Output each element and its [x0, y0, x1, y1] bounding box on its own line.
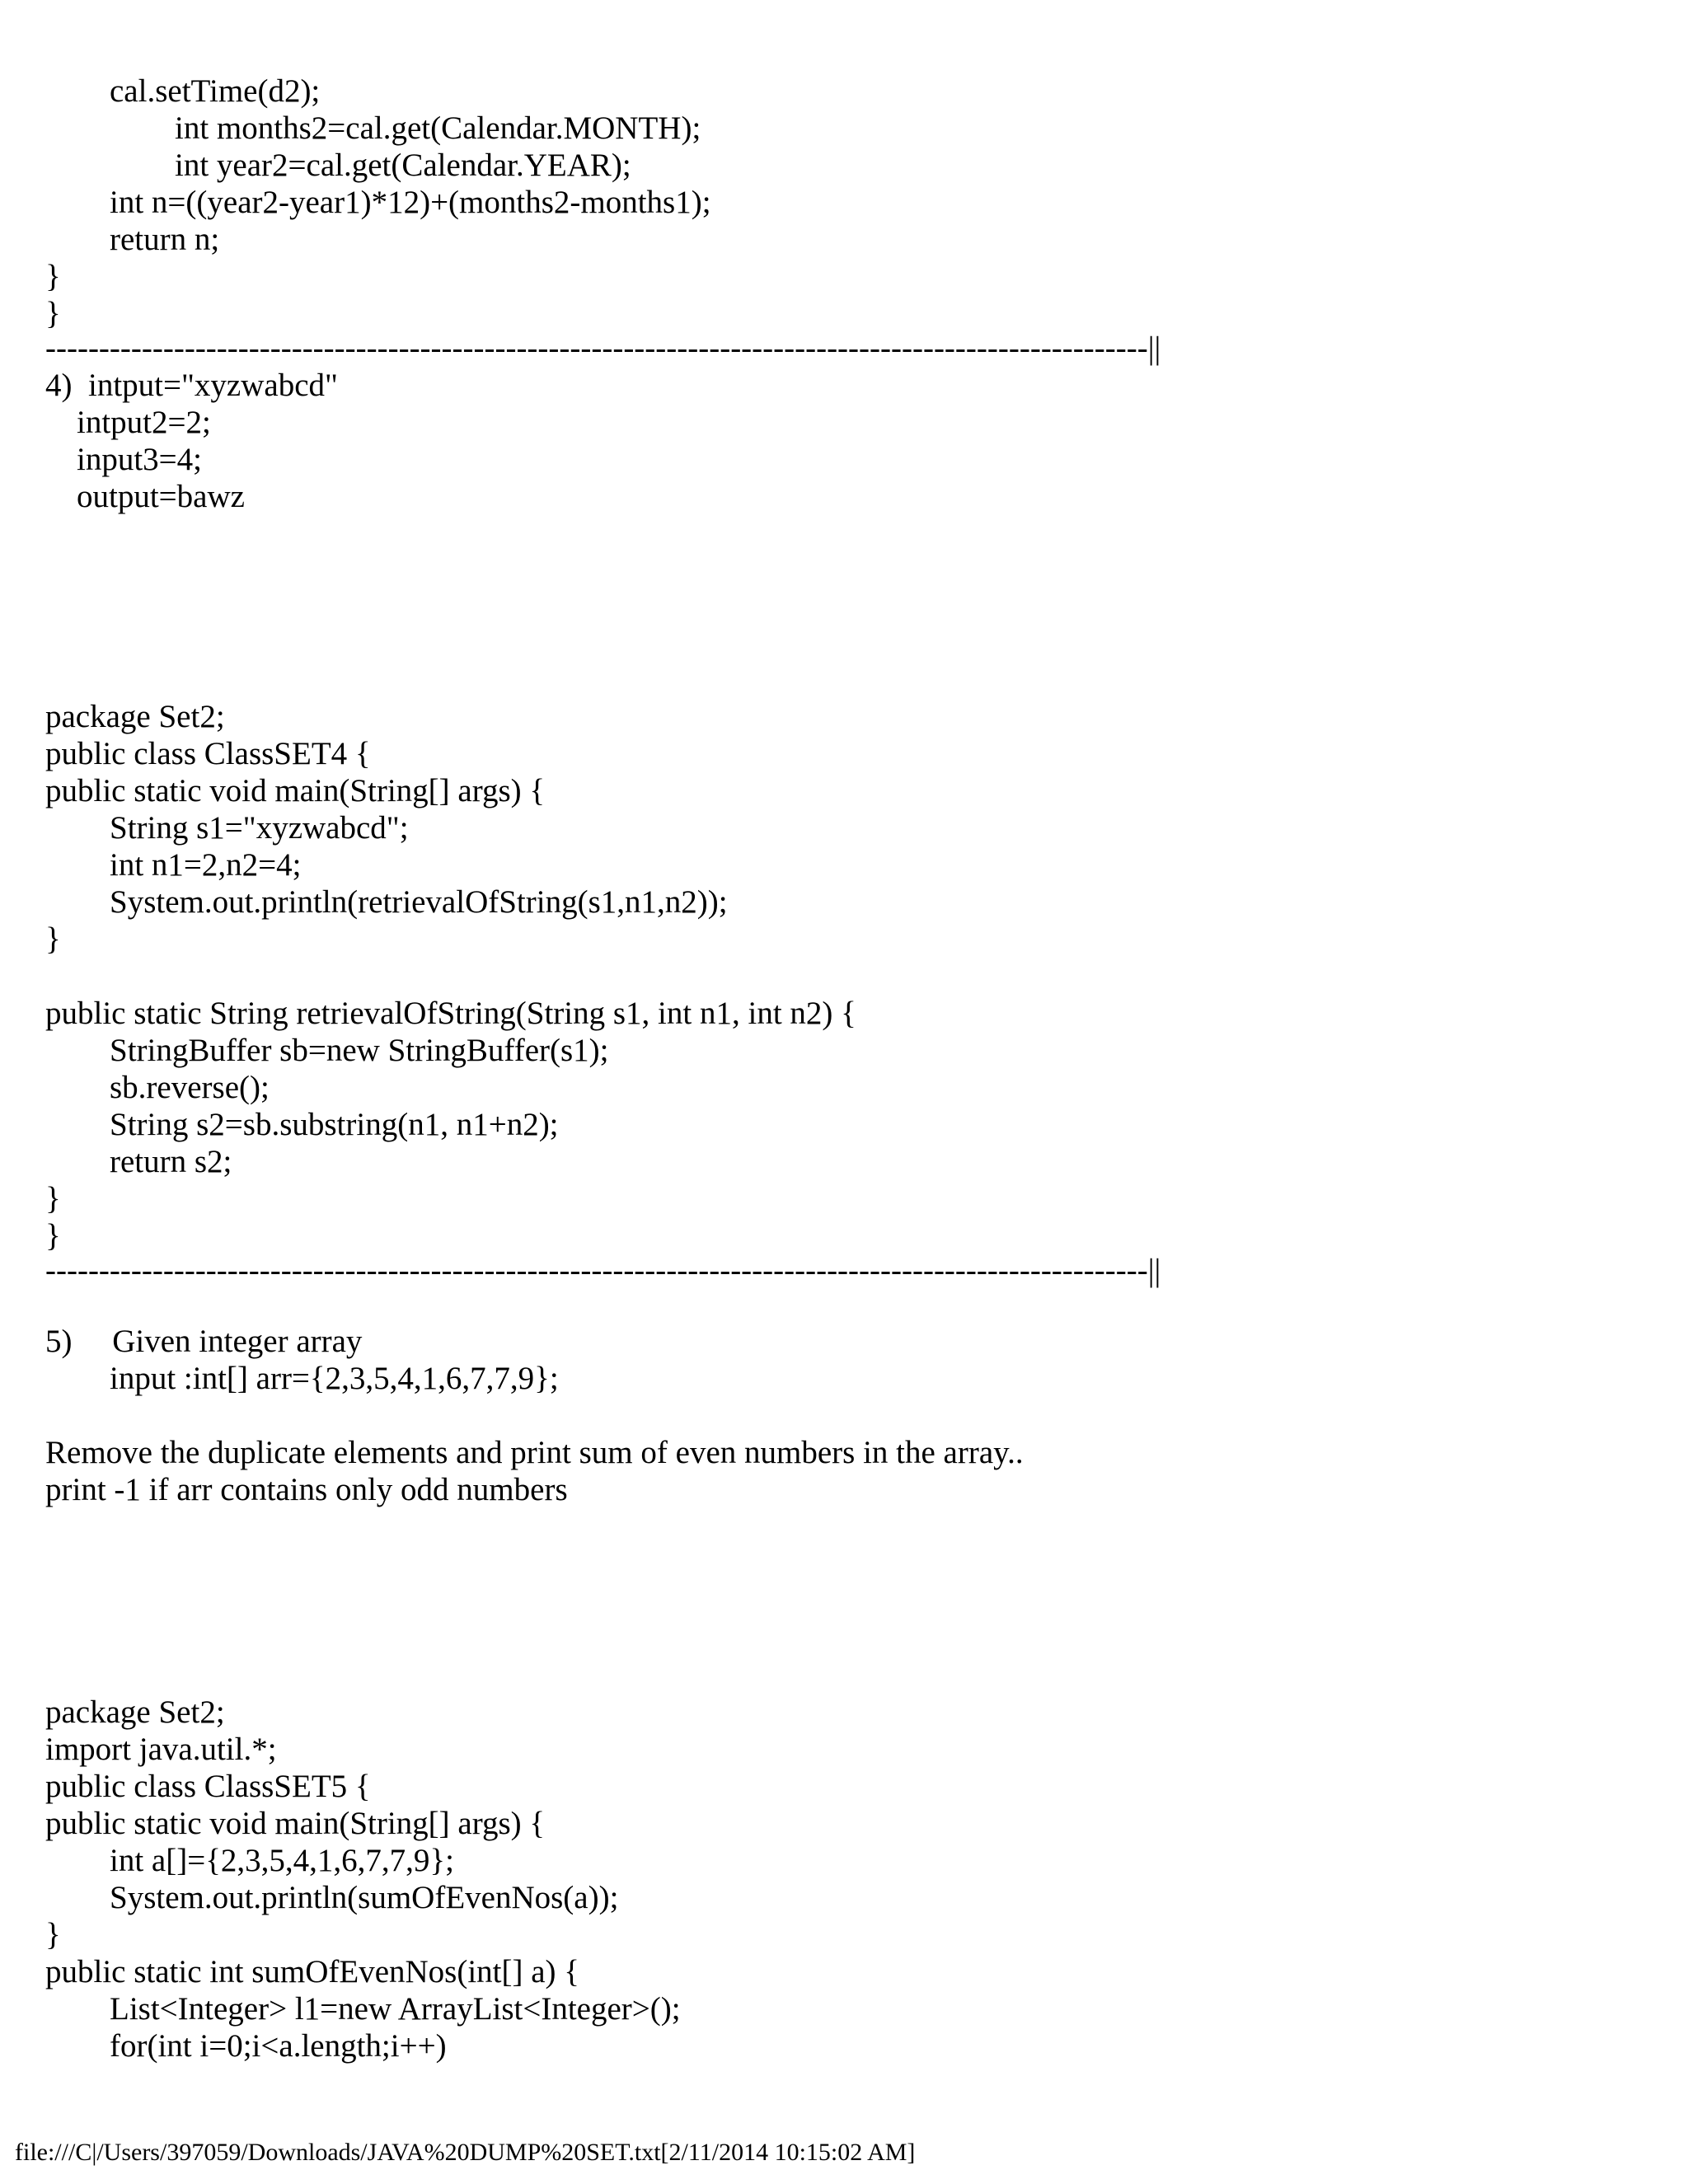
code-line: List<Integer> l1=new ArrayList<Integer>(); — [110, 1991, 681, 2027]
problem-line: input3=4; — [77, 442, 203, 477]
code-line: public static void main(String[] args) { — [45, 1806, 546, 1841]
code-line: cal.setTime(d2); — [110, 73, 321, 109]
code-line: } — [45, 1181, 61, 1216]
page-footer-url: file:///C|/Users/397059/Downloads/JAVA%20DUMP%20SET.txt[2/11/2014 10:15:02 AM] — [15, 2139, 916, 2166]
code-line: package Set2; — [45, 1694, 225, 1730]
code-line: int year2=cal.get(Calendar.YEAR); — [175, 148, 631, 183]
separator-line: -------------------------------------------------------------------------------------------------------|| — [45, 1253, 1161, 1288]
code-line: for(int i=0;i<a.length;i++) — [110, 2028, 447, 2064]
code-line: int a[]={2,3,5,4,1,6,7,7,9}; — [110, 1843, 454, 1878]
code-line: int n=((year2-year1)*12)+(months2-months1); — [110, 185, 711, 220]
problem-line: input :int[] arr={2,3,5,4,1,6,7,7,9}; — [110, 1361, 559, 1396]
problem-line: output=bawz — [77, 479, 245, 514]
code-line: StringBuffer sb=new StringBuffer(s1); — [110, 1033, 609, 1068]
code-line: public class ClassSET4 { — [45, 736, 371, 771]
code-line: package Set2; — [45, 699, 225, 734]
problem-line: Remove the duplicate elements and print sum of even numbers in the array.. — [45, 1435, 1024, 1470]
problem-5-heading: 5) Given integer array — [45, 1324, 363, 1359]
code-line: } — [45, 296, 61, 331]
code-line: System.out.println(retrievalOfString(s1,n1,n2)); — [110, 884, 728, 920]
code-line: return n; — [110, 222, 220, 257]
code-line: } — [45, 259, 61, 294]
code-line: sb.reverse(); — [110, 1070, 270, 1105]
code-line: return s2; — [110, 1144, 232, 1179]
code-line: int n1=2,n2=4; — [110, 847, 302, 883]
code-line: import java.util.*; — [45, 1732, 277, 1767]
problem-4-heading: 4) intput="xyzwabcd" — [45, 368, 338, 403]
code-line: public static void main(String[] args) { — [45, 773, 546, 808]
code-line: public static String retrievalOfString(String s1, int n1, int n2) { — [45, 996, 856, 1031]
code-line: public class ClassSET5 { — [45, 1769, 371, 1804]
code-line: } — [45, 1917, 61, 1952]
code-line: } — [45, 1218, 61, 1254]
code-line: String s2=sb.substring(n1, n1+n2); — [110, 1107, 559, 1142]
problem-line: print -1 if arr contains only odd numbers — [45, 1472, 568, 1507]
code-line: } — [45, 921, 61, 957]
code-line: int months2=cal.get(Calendar.MONTH); — [175, 110, 701, 146]
code-line: public static int sumOfEvenNos(int[] a) { — [45, 1954, 579, 1990]
code-line: String s1="xyzwabcd"; — [110, 810, 409, 846]
separator-line: -------------------------------------------------------------------------------------------------------|| — [45, 330, 1161, 366]
code-line: System.out.println(sumOfEvenNos(a)); — [110, 1880, 619, 1915]
problem-line: intput2=2; — [77, 405, 211, 440]
